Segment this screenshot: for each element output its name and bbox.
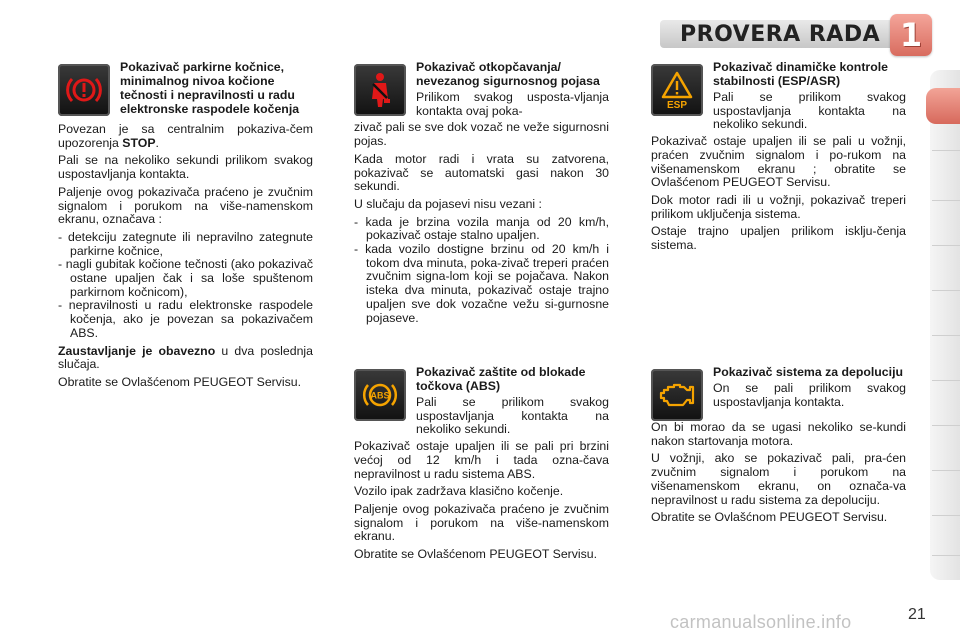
- brake-paragraph: [58, 345, 313, 372]
- engine-paragraph: U vožnji, ako se pokazivač pali, pra-ćen zvučnim signalom i porukom na višenamenskom ekranu, on označa-va nepravilnost u radu sistema za depoluciju.: [651, 451, 906, 507]
- list-item: - kada vozilo dostigne brzinu od 20 km/h i tokom dva minuta, poka-zivač treperi praćen zvučnim signa-lom koji se pojačava. Nakon isteka dva minuta, pokazivač ostaje trajno upaljen sve dok vozačne vežu si-gurnosne pojaseve.: [354, 243, 609, 325]
- brake-title: Pokazivač parkirne kočnice, minimalnog nivoa kočione tečnosti i nepravilnosti u radu elektronske raspodele kočenja: [120, 60, 300, 116]
- engine-section: [651, 365, 906, 529]
- abs-title: Pokazivač zaštite od blokade točkova (ABS): [416, 365, 586, 393]
- chapter-tab-divider: [932, 150, 960, 151]
- chapter-tabs: [930, 70, 960, 580]
- list-item: - kada je brzina vozila manja od 20 km/h, pokazivač ostaje stalno upaljen.: [354, 216, 609, 243]
- chapter-number: 1: [899, 16, 923, 54]
- engine-intro: On se pali prilikom svakog uspostavljanja kontakta.: [713, 381, 906, 409]
- brake-section-head: [58, 60, 313, 119]
- watermark: carmanualsonline.info: [670, 612, 852, 632]
- column-1: [58, 60, 313, 394]
- brake-section: [58, 60, 313, 390]
- page-title: PROVERA RADA: [680, 22, 881, 47]
- esp-icon-label: ESP: [666, 100, 688, 111]
- abs-paragraph: Paljenje ovog pokazivača praćeno je zvučnim signalom i porukom na više-namenskom ekranu.: [354, 501, 609, 544]
- seatbelt-paragraph: Kada motor radi i vrata su zatvorena, pokazivač se automatski gasi nakon 30 sekundi.: [354, 151, 609, 194]
- abs-paragraph: Pokazivač ostaje upaljen ili se pali pri brzini većoj od 12 km/h i tada ozna-čava nepravilnost u radu sistema ABS.: [354, 439, 609, 481]
- engine-paragraph: On bi morao da se ugasi nekoliko se-kundi nakon startovanja motora.: [651, 420, 906, 448]
- brake-p1-text: Povezan je sa centralnim pokaziva-čem upozorenja: [58, 122, 313, 150]
- abs-icon-label: ABS: [370, 390, 390, 401]
- engine-warning-icon: [651, 369, 703, 421]
- brake-p1-end: .: [155, 135, 159, 150]
- brake-p4-rest: u dva poslednja slučaja.: [58, 343, 313, 372]
- seatbelt-section: [354, 60, 609, 325]
- list-item: - nepravilnosti u radu elektronske raspodele kočenja, ako je povezan sa pokazivačem ABS.: [58, 299, 313, 340]
- brake-warning-icon: [58, 64, 110, 116]
- abs-intro: Pali se prilikom svakog uspostavljanja kontakta na nekoliko sekundi.: [416, 395, 609, 437]
- chapter-tab-divider: [932, 425, 960, 426]
- chapter-tab-divider: [932, 555, 960, 556]
- seatbelt-paragraph: U slučaju da pojasevi nisu vezani :: [354, 196, 542, 211]
- chapter-header: [640, 10, 940, 56]
- esp-section: [651, 60, 906, 253]
- seatbelt-title: Pokazivač otkopčavanja/ nevezanog sigurnosnog pojasa: [416, 60, 600, 88]
- list-item: - detekciju zategnute ili nepravilno zategnute parkirne kočnice,: [58, 231, 313, 258]
- abs-warning-icon: [354, 369, 406, 421]
- brake-p1-bold: STOP: [122, 135, 156, 150]
- column-3: [651, 60, 906, 525]
- abs-paragraph: Vozilo ipak zadržava klasično kočenje.: [354, 484, 564, 499]
- engine-paragraph: Obratite se Ovlašćnom PEUGEOT Servisu.: [651, 510, 888, 525]
- brake-paragraph: Paljenje ovog pokazivača praćeno je zvučnim signalom i porukom na više-namenskom ekranu, označava :: [58, 184, 313, 227]
- abs-paragraph: Obratite se Ovlašćenom PEUGEOT Servisu.: [354, 547, 598, 562]
- chapter-tab-divider: [932, 335, 960, 336]
- esp-paragraph: Ostaje trajno upaljen prilikom isklju-čenja sistema.: [651, 224, 906, 253]
- esp-section-head: [651, 60, 906, 135]
- chapter-tab-divider: [932, 200, 960, 201]
- page-number: 21: [908, 606, 926, 623]
- esp-intro: Pali se prilikom svakog uspostavljanja kontakta na nekoliko sekundi.: [713, 90, 906, 132]
- seatbelt-list: [354, 216, 609, 326]
- abs-section-head: [354, 365, 609, 440]
- chapter-tab-divider: [932, 470, 960, 471]
- seatbelt-section-head: [354, 60, 609, 121]
- seatbelt-warning-icon: [354, 64, 406, 116]
- seatbelt-paragraph: zivač pali se sve dok vozač ne veže sigurnosni pojas.: [354, 120, 609, 149]
- esp-paragraph: Pokazivač ostaje upaljen ili se pali u vožnji, praćen zvučnim signalom i po-rukom na višenamenskom ekranu ; obratite se Ovlašćenom PEUGEOT Servisu.: [651, 134, 906, 190]
- brake-list: [58, 231, 313, 341]
- esp-warning-icon: [651, 64, 703, 116]
- brake-paragraph: Pali se na nekoliko sekundi prilikom svakog uspostavljanja kontakta.: [58, 153, 313, 182]
- chapter-tab-divider: [932, 245, 960, 246]
- list-item: - nagli gubitak kočione tečnosti (ako pokazivač ostane upaljen čak i sa loše spuštenom parkirnom kočnicom),: [58, 258, 313, 299]
- chapter-badge: [890, 14, 932, 56]
- chapter-tab-active: [926, 88, 960, 124]
- seatbelt-intro: Prilikom svakog usposta-vljanja kontakta ovaj poka-: [416, 90, 609, 118]
- engine-section-head: [651, 365, 906, 421]
- column-2: [354, 60, 609, 562]
- chapter-tab-divider: [932, 380, 960, 381]
- abs-section: [354, 365, 609, 566]
- chapter-tab-divider: [932, 290, 960, 291]
- brake-paragraph: Obratite se Ovlašćenom PEUGEOT Servisu.: [58, 374, 302, 389]
- brake-paragraph: [58, 123, 313, 150]
- brake-p4-bold: Zaustavljanje je obavezno: [58, 343, 216, 358]
- esp-title: Pokazivač dinamičke kontrole stabilnosti (ESP/ASR): [713, 60, 888, 88]
- engine-title: Pokazivač sistema za depoluciju: [713, 365, 903, 379]
- chapter-tab-divider: [932, 515, 960, 516]
- esp-paragraph: Dok motor radi ili u vožnji, pokazivač treperi prilikom uključenja sistema.: [651, 192, 906, 221]
